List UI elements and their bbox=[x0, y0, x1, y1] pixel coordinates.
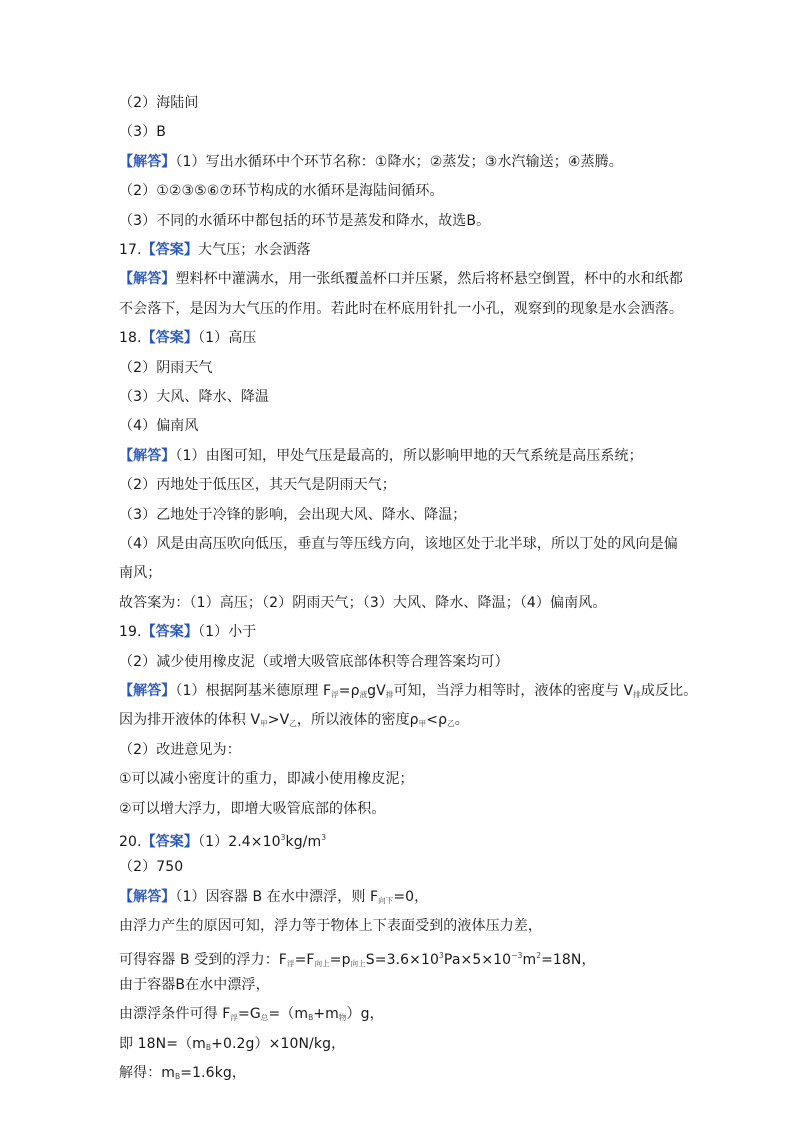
answer-tag: 【答案】 bbox=[141, 330, 198, 347]
text-line bbox=[119, 705, 469, 735]
subscript: 排 bbox=[385, 690, 394, 699]
text-run: +0.2g）×10N/kg， bbox=[211, 1035, 346, 1052]
text-line bbox=[119, 441, 643, 471]
text-run: kg/m bbox=[285, 834, 322, 850]
question-number: 20. bbox=[119, 834, 142, 850]
text-run: （1）根据阿基米德原理 F bbox=[175, 683, 332, 699]
subscript: 液 bbox=[359, 690, 368, 699]
text-run: （3）乙地处于冷锋的影响，会出现大风、降水、降温； bbox=[119, 506, 467, 523]
text-run: （3）不同的水循环中都包括的环节是蒸发和降水，故选B。 bbox=[119, 212, 491, 229]
text-run: 可知，当浮力相等时，液体的密度与 V bbox=[393, 683, 634, 699]
subscript: 排 bbox=[633, 690, 641, 699]
subscript: 浮 bbox=[230, 1013, 239, 1023]
text-line bbox=[119, 500, 466, 530]
question-number: 19. bbox=[119, 624, 142, 641]
text-run: S=3.6×10 bbox=[365, 951, 440, 968]
text-run: 南风； bbox=[119, 565, 162, 582]
text-run: =G bbox=[238, 1006, 261, 1023]
question-number: 17. bbox=[119, 242, 142, 258]
text-run: （1）小于 bbox=[197, 624, 257, 641]
text-line bbox=[119, 558, 161, 588]
text-run: =（m bbox=[268, 1006, 309, 1023]
text-run: =18N， bbox=[541, 951, 596, 968]
text-line bbox=[119, 147, 623, 177]
text-run: （1）因容器 B 在水中漂浮，则 F bbox=[175, 888, 379, 905]
subscript: B bbox=[308, 1013, 314, 1023]
text-line bbox=[119, 647, 509, 677]
text-run: （1）高压 bbox=[197, 330, 257, 347]
text-line bbox=[119, 676, 697, 706]
text-run: ①可以减小密度计的重力，即减小使用橡皮泥； bbox=[119, 771, 414, 788]
text-run: Pa×5×10 bbox=[443, 951, 512, 968]
text-line bbox=[119, 411, 199, 441]
superscript: −3 bbox=[511, 950, 523, 960]
text-line bbox=[119, 294, 683, 324]
text-run: （4）风是由高压吹向低压，垂直与等压线方向，该地区处于北半球，所以丁处的风向是偏 bbox=[119, 536, 678, 552]
text-line bbox=[119, 970, 270, 1000]
text-run: +m bbox=[313, 1006, 339, 1023]
subscript: 甲 bbox=[260, 719, 268, 729]
text-run: 不会落下，是因为大气压的作用。若此时在杯底用针扎一小孔，观察到的现象是水会洒落。 bbox=[119, 300, 683, 317]
text-run: （1）2.4×10 bbox=[197, 834, 281, 850]
text-line bbox=[119, 323, 256, 353]
subscript: B bbox=[205, 1042, 212, 1052]
text-run: （2）海陆间 bbox=[119, 95, 199, 111]
text-run: 由于容器B在水中漂浮， bbox=[119, 977, 270, 993]
text-run: （2）750 bbox=[119, 859, 184, 876]
text-line bbox=[119, 794, 385, 824]
text-line bbox=[119, 617, 256, 647]
text-line bbox=[119, 117, 166, 147]
text-line bbox=[119, 382, 269, 412]
text-run: >V bbox=[267, 712, 290, 729]
text-run: =F bbox=[294, 951, 315, 968]
text-line bbox=[119, 764, 414, 794]
text-run: ，所以液体的密度ρ bbox=[296, 712, 419, 729]
text-run: （1）写出水循环中个环节名称：①降水；②蒸发；③水汽输送；④蒸腾。 bbox=[175, 153, 623, 170]
text-line bbox=[119, 882, 428, 912]
subscript: 总 bbox=[260, 1013, 269, 1023]
text-run: 塑料杯中灌满水，用一张纸覆盖杯口并压紧，然后将杯悬空倒置，杯中的水和纸都 bbox=[175, 271, 684, 288]
text-run: （3）B bbox=[119, 124, 166, 141]
text-run: 成反比。 bbox=[640, 683, 698, 699]
text-run: （3）大风、降水、降温 bbox=[119, 389, 270, 405]
superscript: 3 bbox=[321, 833, 327, 842]
text-run: （1）由图可知，甲处气压是最高的，所以影响甲地的天气系统是高压系统； bbox=[175, 447, 643, 464]
superscript: 3 bbox=[280, 833, 286, 842]
solution-tag: 【解答】 bbox=[119, 888, 176, 905]
text-run: 故答案为：（1）高压；（2）阴雨天气；（3）大风、降水、降温；（4）偏南风。 bbox=[119, 594, 607, 611]
text-line bbox=[119, 1058, 246, 1088]
text-line bbox=[119, 941, 596, 971]
subscript: 浮 bbox=[331, 690, 339, 699]
text-run: （2）改进意见为： bbox=[119, 741, 241, 758]
question-number: 18. bbox=[119, 330, 142, 347]
text-run: 可得容器 B 受到的浮力：F bbox=[119, 951, 287, 968]
text-run: ）g， bbox=[346, 1006, 384, 1023]
text-run: 。 bbox=[454, 712, 469, 729]
text-line bbox=[119, 911, 542, 941]
superscript: 2 bbox=[536, 950, 542, 960]
text-line bbox=[119, 176, 444, 206]
solution-tag: 【解答】 bbox=[119, 447, 176, 464]
text-run: 解得：m bbox=[119, 1065, 176, 1082]
text-run: 即 18N=（m bbox=[119, 1035, 206, 1052]
superscript: 3 bbox=[439, 950, 444, 960]
answer-tag: 【答案】 bbox=[141, 624, 198, 641]
answer-tag: 【答案】 bbox=[141, 834, 198, 850]
text-line bbox=[119, 735, 241, 765]
text-line bbox=[119, 470, 396, 500]
text-run: 由漂浮条件可得 F bbox=[119, 1006, 231, 1023]
text-line bbox=[119, 353, 213, 383]
text-run: 因为排开液体的体积 V bbox=[119, 712, 261, 729]
text-line bbox=[119, 235, 311, 265]
subscript: 乙 bbox=[447, 719, 455, 729]
solution-tag: 【解答】 bbox=[119, 153, 176, 170]
subscript: 甲 bbox=[418, 719, 427, 729]
text-line bbox=[119, 823, 326, 853]
text-line bbox=[119, 529, 678, 559]
solution-tag: 【解答】 bbox=[119, 271, 176, 288]
solution-tag: 【解答】 bbox=[119, 683, 176, 699]
text-run: 大气压；水会洒落 bbox=[197, 242, 311, 258]
text-run: =p bbox=[329, 951, 351, 968]
text-run: =0， bbox=[393, 888, 429, 905]
text-run: 由浮力产生的原因可知，浮力等于物体上下表面受到的液体压力差， bbox=[119, 918, 542, 935]
text-run: m bbox=[522, 951, 537, 968]
text-run: （2）①②③⑤⑥⑦环节构成的水循环是海陆间循环。 bbox=[119, 183, 444, 200]
text-run: =1.6kg， bbox=[180, 1065, 246, 1082]
text-line bbox=[119, 852, 183, 882]
text-line bbox=[119, 1029, 345, 1059]
subscript: B bbox=[175, 1072, 181, 1082]
subscript: 物 bbox=[338, 1013, 347, 1023]
subscript: 向上 bbox=[314, 958, 330, 968]
subscript: 向下 bbox=[378, 895, 394, 905]
text-line bbox=[119, 588, 606, 618]
text-line bbox=[119, 206, 490, 236]
text-run: （2）阴雨天气 bbox=[119, 359, 213, 376]
text-run: <ρ bbox=[426, 712, 448, 729]
text-run: （2）丙地处于低压区，其天气是阴雨天气； bbox=[119, 477, 396, 494]
subscript: 浮 bbox=[286, 958, 295, 968]
text-run: =ρ bbox=[338, 683, 360, 699]
text-line bbox=[119, 999, 384, 1029]
text-run: ②可以增大浮力，即增大吸管底部的体积。 bbox=[119, 800, 386, 817]
subscript: 向上 bbox=[350, 958, 366, 968]
text-run: （2）减少使用橡皮泥（或增大吸管底部体积等合理答案均可） bbox=[119, 653, 509, 670]
subscript: 乙 bbox=[289, 719, 297, 729]
answer-tag: 【答案】 bbox=[141, 242, 198, 258]
text-line bbox=[119, 264, 683, 294]
text-line bbox=[119, 88, 199, 118]
text-run: （4）偏南风 bbox=[119, 418, 199, 435]
text-run: gV bbox=[367, 683, 386, 699]
